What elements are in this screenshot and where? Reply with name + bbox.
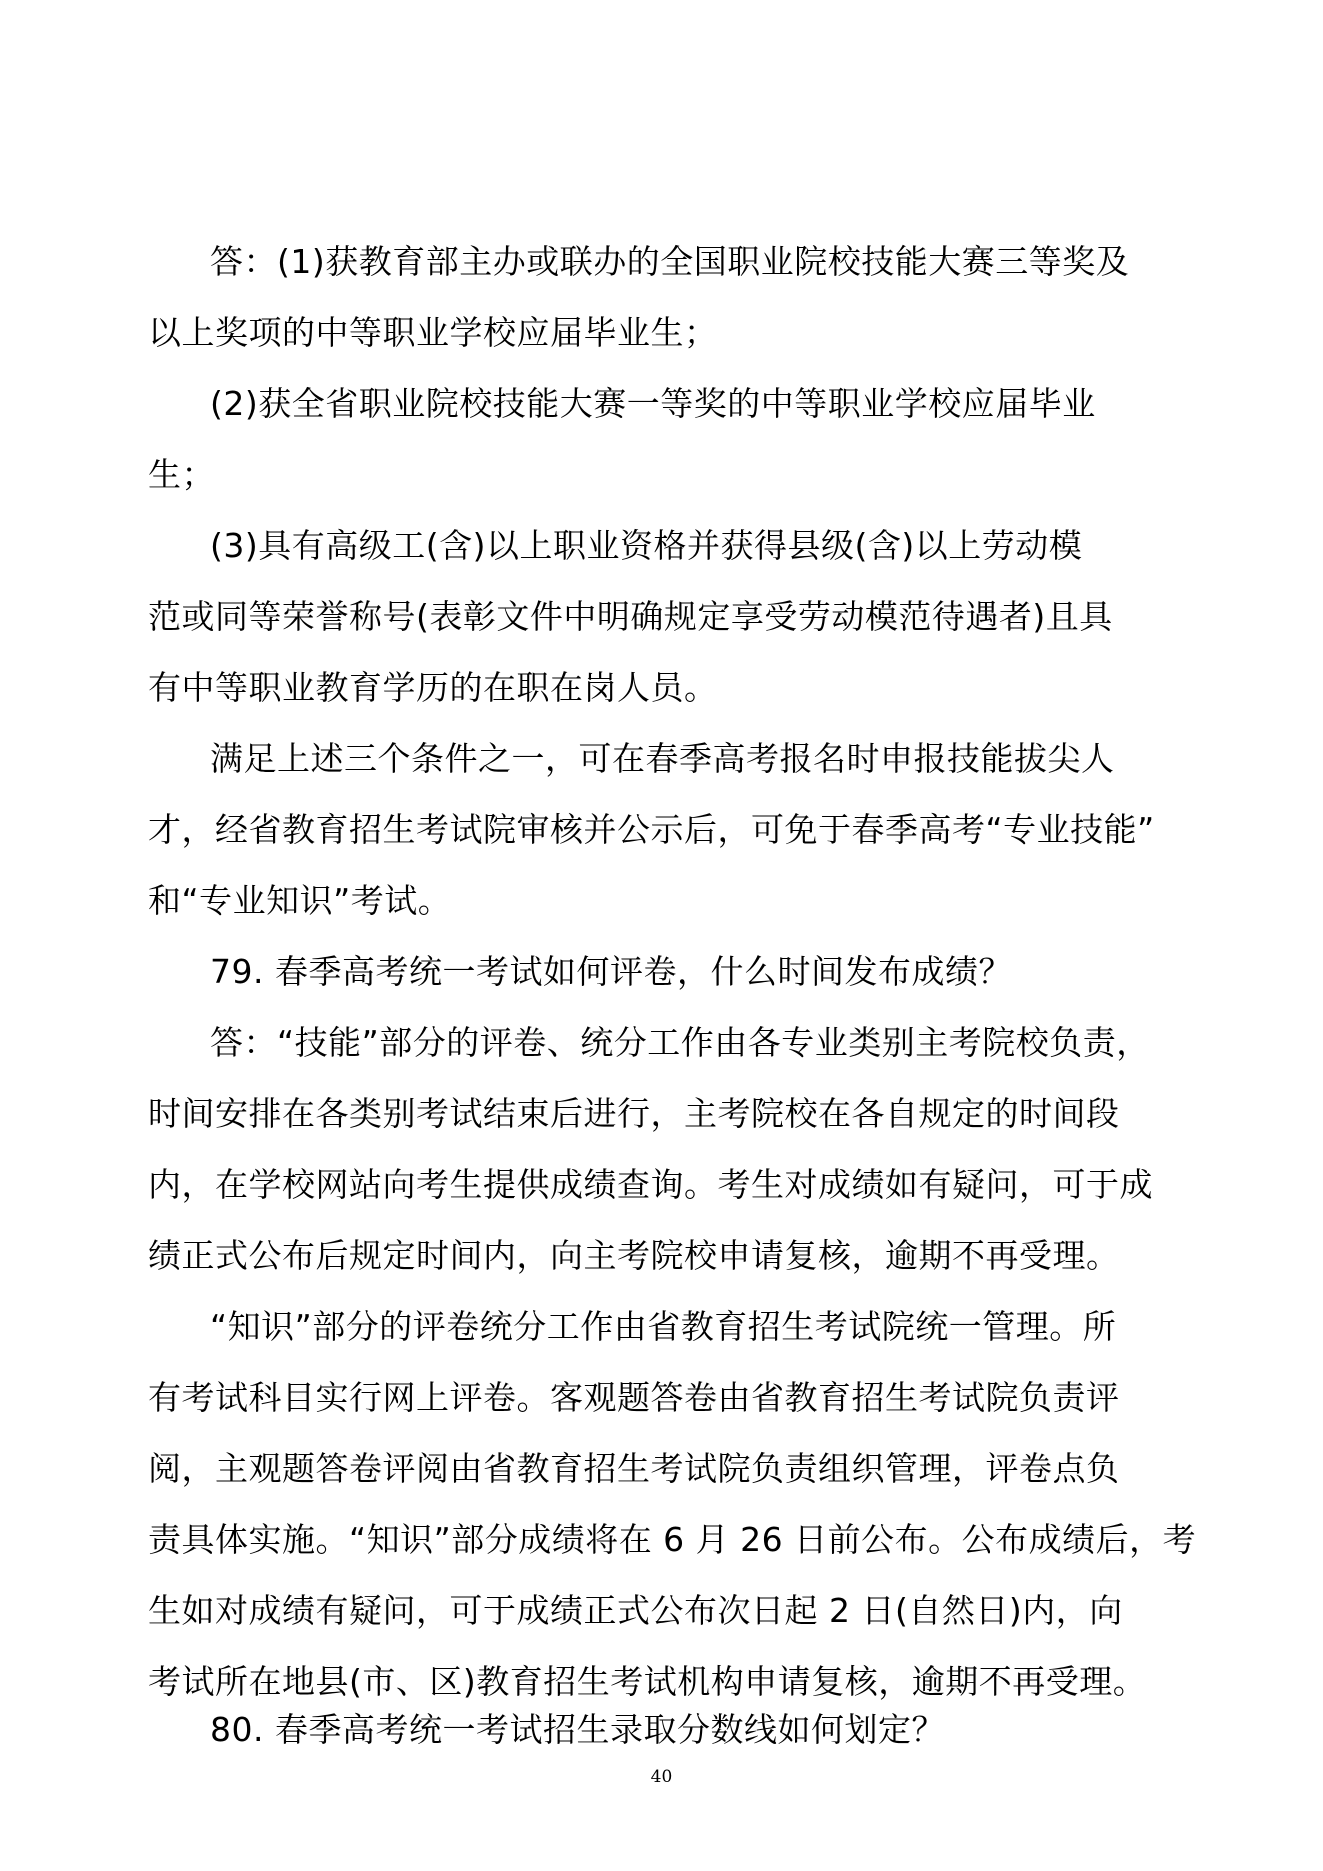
answer-79-line-2: 时间安排在各类别考试结束后进行，主考院校在各自规定的时间段	[148, 1094, 1120, 1133]
answer-78-line-9: 才，经省教育招生考试院审核并公示后，可免于春季高考“专业技能”	[148, 810, 1155, 849]
answer-79-line-9: 生如对成绩有疑问，可于成绩正式公布次日起 2 日(自然日)内，向	[148, 1591, 1123, 1630]
answer-79-line-4: 绩正式公布后规定时间内，向主考院校申请复核，逾期不再受理。	[148, 1236, 1120, 1275]
answer-79-line-6: 有考试科目实行网上评卷。客观题答卷由省教育招生考试院负责评	[148, 1378, 1120, 1417]
answer-78-line-2: 以上奖项的中等职业学校应届毕业生；	[148, 313, 718, 352]
answer-79-line-8: 责具体实施。“知识”部分成绩将在 6 月 26 日前公布。公布成绩后，考	[148, 1520, 1197, 1559]
question-80: 80. 春季高考统一考试招生录取分数线如何划定？	[210, 1710, 945, 1749]
answer-79-line-10: 考试所在地县(市、区)教育招生考试机构申请复核，逾期不再受理。	[148, 1662, 1147, 1701]
answer-78-line-10: 和“专业知识”考试。	[148, 881, 452, 920]
answer-79-line-7: 阅，主观题答卷评阅由省教育招生考试院负责组织管理，评卷点负	[148, 1449, 1120, 1488]
page-number: 40	[650, 1767, 673, 1787]
question-79: 79. 春季高考统一考试如何评卷，什么时间发布成绩？	[210, 952, 1012, 991]
answer-78-line-7: 有中等职业教育学历的在职在岗人员。	[148, 668, 718, 707]
answer-78-line-4: 生；	[148, 455, 215, 494]
answer-78-line-6: 范或同等荣誉称号(表彰文件中明确规定享受劳动模范待遇者)且具	[148, 597, 1113, 636]
answer-79-line-3: 内，在学校网站向考生提供成绩查询。考生对成绩如有疑问，可于成	[148, 1165, 1153, 1204]
answer-78-line-8: 满足上述三个条件之一，可在春季高考报名时申报技能拔尖人	[210, 739, 1115, 778]
answer-78-line-1: 答：(1)获教育部主办或联办的全国职业院校技能大赛三等奖及	[210, 242, 1130, 281]
answer-79-line-5: “知识”部分的评卷统分工作由省教育招生考试院统一管理。所	[210, 1307, 1117, 1346]
answer-79-line-1: 答：“技能”部分的评卷、统分工作由各专业类别主考院校负责，	[210, 1023, 1150, 1062]
answer-78-line-3: (2)获全省职业院校技能大赛一等奖的中等职业学校应届毕业	[210, 384, 1096, 423]
answer-78-line-5: (3)具有高级工(含)以上职业资格并获得县级(含)以上劳动模	[210, 526, 1083, 565]
